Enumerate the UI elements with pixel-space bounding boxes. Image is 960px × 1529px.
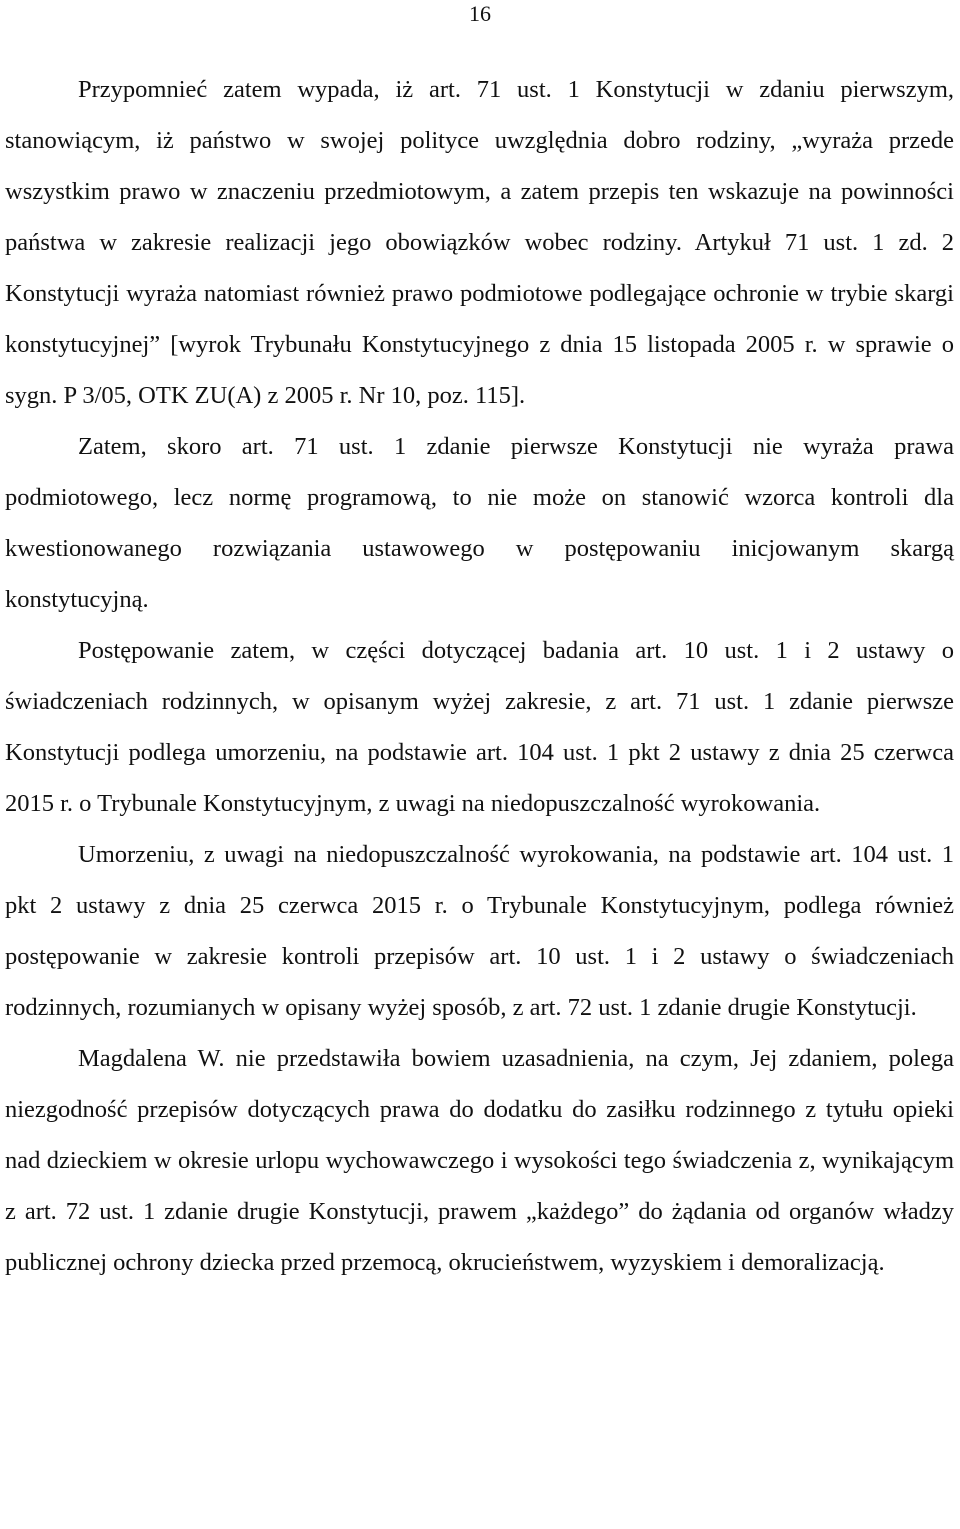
paragraph-discontinuance: Postępowanie zatem, w części dotyczącej badania art. 10 ust. 1 i 2 ustawy o świadczeniach rodzinnych, w opisanym wyżej zakresie, z art. 71 ust. 1 zdanie pierwsze Konstytucji podlega umorzeniu, na podstawie art. 104 ust. 1 pkt 2 ustawy z dnia 25 czerwca 2015 r. o Trybunale Konstytucyjnym, z uwagi na niedopuszczalność wyrokowania. <box>5 637 954 817</box>
document-body <box>5 64 954 1288</box>
paragraph-programmatic-norm: Zatem, skoro art. 71 ust. 1 zdanie pierwsze Konstytucji nie wyraża prawa podmiotowego, lecz normę programową, to nie może on stanowić wzorca kontroli dla kwestionowanego rozwiązania ustawowego w postępowaniu inicjowanym skargą konstytucyjną. <box>5 433 954 613</box>
paragraph-discontinuance-art-72: Umorzeniu, z uwagi na niedopuszczalność wyrokowania, na podstawie art. 104 ust. 1 pkt 2 ustawy z dnia 25 czerwca 2015 r. o Trybunale Konstytucyjnym, podlega również postępowanie w zakresie kontroli przepisów art. 10 ust. 1 i 2 ustawy o świadczeniach rodzinnych, rozumianych w opisany wyżej sposób, z art. 72 ust. 1 zdanie drugie Konstytucji. <box>5 841 954 1021</box>
page-number: 16 <box>469 1 491 26</box>
paragraph-no-justification: Magdalena W. nie przedstawiła bowiem uzasadnienia, na czym, Jej zdaniem, polega niezgodność przepisów dotyczących prawa do dodatku do zasiłku rodzinnego z tytułu opieki nad dzieckiem w okresie urlopu wychowawczego i wysokości tego świadczenia z, wynikającym z art. 72 ust. 1 zdanie drugie Konstytucji, prawem „każdego” do żądania od organów władzy publicznej ochrony dziecka przed przemocą, okrucieństwem, wyzyskiem i demoralizacją. <box>5 1045 954 1276</box>
paragraph-constitution-art-71: Przypomnieć zatem wypada, iż art. 71 ust. 1 Konstytucji w zdaniu pierwszym, stanowiącym, iż państwo w swojej polityce uwzględnia dobro rodziny, „wyraża przede wszystkim prawo w znaczeniu przedmiotowym, a zatem przepis ten wskazuje na powinności państwa w zakresie realizacji jego obowiązków wobec rodziny. Artykuł 71 ust. 1 zd. 2 Konstytucji wyraża natomiast również prawo podmiotowe podlegające ochronie w trybie skargi konstytucyjnej” [wyrok Trybunału Konstytucyjnego z dnia 15 listopada 2005 r. w sprawie o sygn. P 3/05, OTK ZU(A) z 2005 r. Nr 10, poz. 115]. <box>5 76 954 409</box>
